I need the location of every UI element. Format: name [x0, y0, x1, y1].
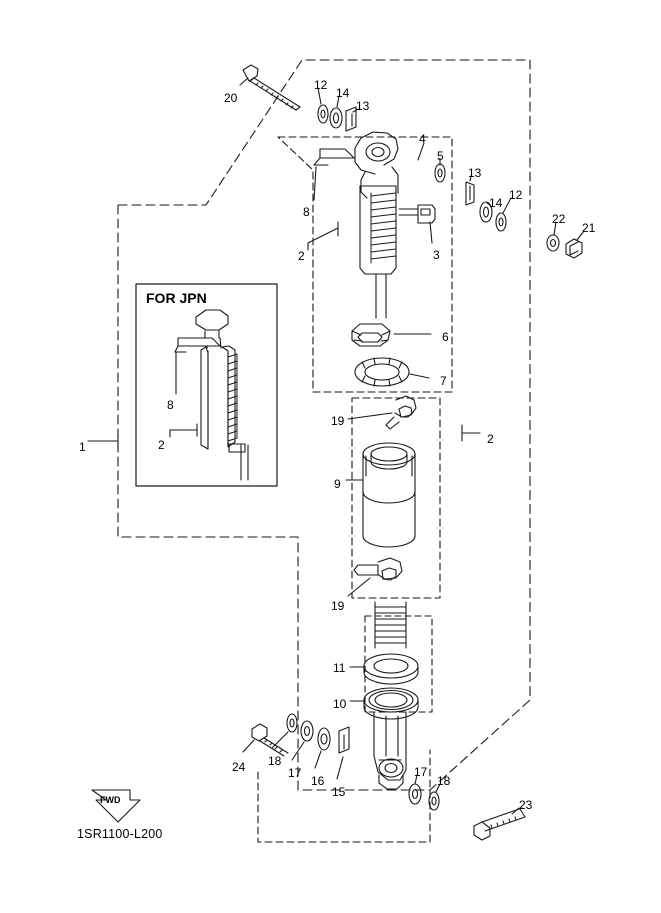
bracket-2-upper	[308, 222, 338, 250]
leader-19a	[348, 413, 392, 419]
callout-18b: 18	[437, 774, 451, 788]
part-23-bolt	[474, 808, 525, 840]
part-10-bearing	[364, 688, 418, 719]
leader-19b	[348, 578, 370, 596]
callout-19a: 19	[331, 414, 345, 428]
leader-3	[430, 222, 432, 243]
leader-18a	[272, 732, 288, 748]
callout-4: 4	[419, 132, 426, 146]
leader-7	[410, 374, 429, 378]
arrow-8-upper	[314, 149, 354, 200]
callout-12a: 12	[314, 78, 328, 92]
part-20-bolt	[243, 65, 300, 110]
callout-6: 6	[442, 330, 449, 344]
callout-2a: 2	[298, 249, 305, 263]
leader-24	[243, 740, 254, 752]
callout-12b: 12	[509, 188, 523, 202]
callout-7: 7	[440, 374, 447, 388]
leader-20	[240, 78, 248, 85]
callout-14b: 14	[489, 196, 503, 210]
bracket-2-right	[462, 425, 480, 441]
callout-8b: 8	[167, 398, 174, 412]
callout-20: 20	[224, 91, 238, 105]
callout-23: 23	[519, 798, 533, 812]
part-14a-bushing	[330, 108, 342, 128]
part-17a-washer	[301, 721, 313, 741]
part-18a-washer	[287, 714, 297, 732]
part-24-bolt	[252, 724, 288, 756]
part-19-lower	[354, 558, 402, 580]
callout-17a: 17	[288, 766, 302, 780]
callout-17b: 17	[414, 765, 428, 779]
part-code: 1SR1100-L200	[77, 827, 163, 841]
part-19-upper	[386, 396, 416, 429]
callout-24: 24	[232, 760, 246, 774]
callout-9: 9	[334, 477, 341, 491]
jpn-box-label: FOR JPN	[146, 290, 207, 306]
jpn-box	[136, 284, 277, 486]
part-15-bushing	[339, 727, 349, 753]
callout-2b: 2	[487, 432, 494, 446]
leader-16	[315, 751, 321, 768]
leader-15	[337, 757, 343, 779]
callout-10: 10	[333, 697, 347, 711]
lower-clevis	[374, 712, 406, 789]
callout-21: 21	[582, 221, 596, 235]
fwd-label: FWD	[100, 795, 121, 805]
callout-13b: 13	[468, 166, 482, 180]
callout-8a: 8	[303, 205, 310, 219]
callout-3: 3	[433, 248, 440, 262]
group-boundary-2	[278, 137, 452, 392]
callout-18a: 18	[268, 754, 282, 768]
callout-11: 11	[333, 661, 346, 675]
part-12a-washer	[318, 105, 328, 123]
part-9-cylinder	[363, 443, 415, 547]
callout-1: 1	[79, 440, 86, 454]
callout-5: 5	[437, 149, 444, 163]
callout-16: 16	[311, 774, 325, 788]
callout-15: 15	[332, 785, 346, 799]
bump-rubber	[375, 602, 406, 648]
callout-19b: 19	[331, 599, 345, 613]
callout-22: 22	[552, 212, 566, 226]
callout-13a: 13	[356, 99, 370, 113]
shock-absorber-main	[355, 132, 582, 318]
part-17b-washer	[409, 784, 421, 804]
part-11-seal	[364, 654, 418, 684]
callout-14a: 14	[336, 86, 350, 100]
part-7-lock-ring	[355, 358, 409, 386]
part-18b-washer	[429, 792, 439, 810]
part-6-ring-nut	[352, 324, 390, 346]
part-16-collar	[318, 728, 330, 750]
callout-2c: 2	[158, 438, 165, 452]
